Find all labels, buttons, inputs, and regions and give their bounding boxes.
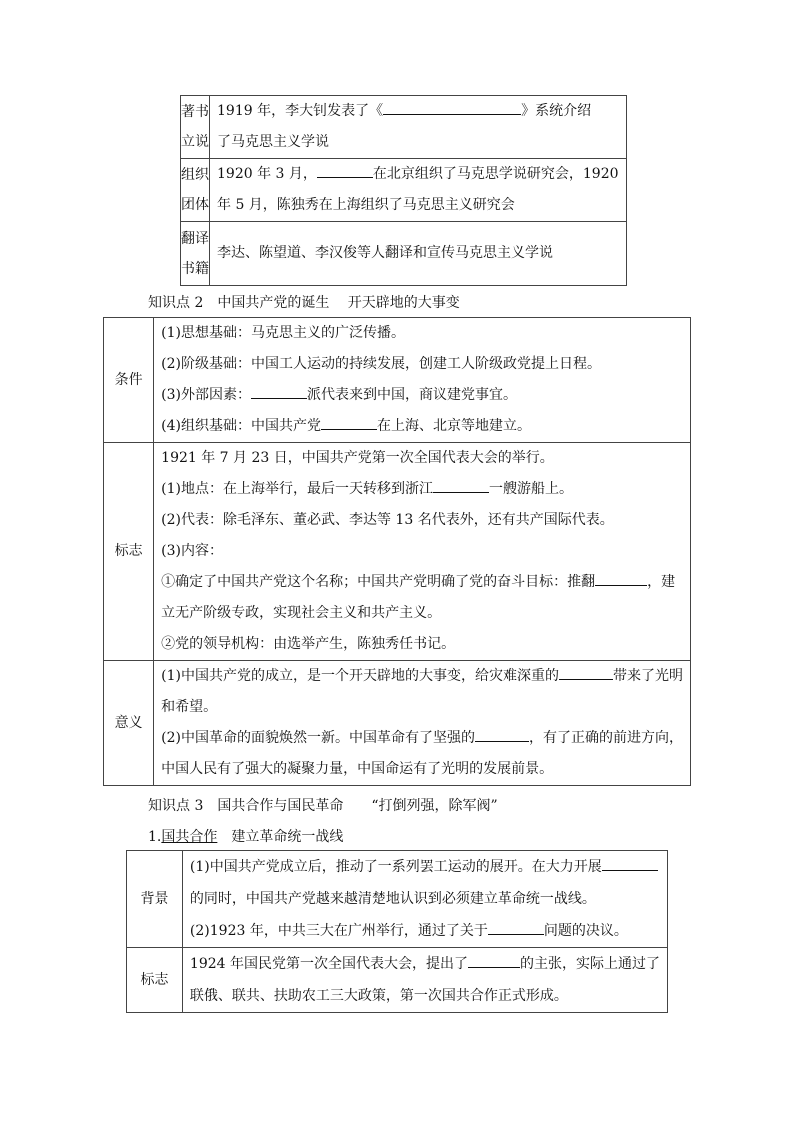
- fill-in-blank: [559, 664, 613, 680]
- label-line: 书籍: [181, 260, 209, 277]
- text-before-blank: (1)地点：在上海举行，最后一天转移到浙江: [161, 481, 433, 497]
- row-label: 标志: [127, 948, 183, 1013]
- subheading-united-front: [148, 826, 343, 846]
- text-after-blank: ，有了正确的前进方向，: [529, 730, 683, 746]
- text-before-blank: (1)中国共产党的成立，是一个开天辟地的大事变，给灾难深重的: [161, 668, 559, 684]
- label-line: 著书: [181, 104, 209, 120]
- fill-in-blank: [602, 855, 658, 871]
- content-line: [161, 411, 683, 442]
- text-before-blank: (2)中国革命的面貌焕然一新。中国革命有了坚强的: [161, 730, 475, 746]
- fill-in-blank: [321, 414, 377, 430]
- table-row-marks: [104, 443, 691, 661]
- content-line: 中国人民有了强大的凝聚力量，中国命运有了光明的发展前景。: [161, 761, 554, 777]
- text-before-blank: 1924 年国民党第一次全国代表大会，提出了: [189, 956, 468, 972]
- row-content: [154, 661, 691, 786]
- content-line: 立无产阶级专政，实现社会主义和共产主义。: [161, 605, 442, 621]
- fill-in-blank: [595, 570, 647, 586]
- fill-in-blank: [433, 477, 489, 493]
- content-line: (1)思想基础：马克思主义的广泛传播。: [161, 325, 405, 341]
- content-line: [190, 851, 660, 883]
- row-label: 标志: [104, 443, 154, 661]
- text-before-blank: 1919 年，李大钊发表了《: [217, 103, 384, 119]
- content-line: [217, 159, 619, 190]
- text-after-blank: 在北京组织了马克思学说研究会，1920: [372, 166, 619, 182]
- content-line: (3)内容：: [161, 543, 223, 559]
- fill-in-blank: [383, 99, 521, 115]
- table-row-mark: [127, 948, 668, 1013]
- row-content: [154, 318, 691, 443]
- text-after-blank: 的主张，实际上通过了: [520, 956, 660, 972]
- label-line: 团体: [181, 197, 209, 213]
- row-label: 条件: [104, 318, 154, 443]
- content-line: 1921 年 7 月 23 日，中国共产党第一次全国代表大会的举行。: [161, 450, 554, 466]
- row-label: 背景: [127, 851, 183, 948]
- label-line: 翻译: [181, 230, 209, 247]
- row-content: 李达、陈望道、李汉俊等人翻译和宣传马克思主义学说: [210, 222, 627, 286]
- text-after-blank: 一艘游船上。: [489, 481, 573, 497]
- text-after-blank: 派代表来到中国，商议建党事宜。: [307, 387, 517, 403]
- content-line: 的同时，中国共产党越来越清楚地认识到必须建立革命统一战线。: [189, 891, 596, 907]
- fill-in-blank: [317, 162, 373, 178]
- fill-in-blank: [488, 919, 544, 935]
- row-label: [181, 159, 210, 222]
- knowledge-point-3-heading: 知识点 3 国共合作与国民革命 “打倒列强，除军阀”: [148, 798, 498, 814]
- table-row: [181, 96, 627, 159]
- text-before-blank: (1)中国共产党成立后，推动了一系列罢工运动的展开。在大力开展: [189, 859, 602, 875]
- content-line: [190, 948, 660, 980]
- text-before-blank: (3)外部因素：: [161, 387, 251, 403]
- content-line: [161, 380, 683, 411]
- content-line: 联俄、联共、扶助农工三大政策，第一次国共合作正式形成。: [189, 988, 568, 1004]
- row-content: [210, 96, 627, 159]
- fill-in-blank: [475, 726, 529, 742]
- text-after-blank: 问题的决议。: [543, 923, 628, 939]
- row-label: [181, 96, 210, 159]
- content-line: [217, 96, 619, 127]
- knowledge-point-2-heading: 知识点 2 中国共产党的诞生 开天辟地的大事变: [148, 295, 460, 311]
- content-line: [161, 474, 683, 505]
- text-after-blank: 带来了光明: [613, 668, 683, 684]
- table-row: [181, 222, 627, 286]
- content-line: [161, 567, 683, 598]
- marxism-spread-table: [180, 95, 627, 286]
- subheading-underlined: 国共合作: [161, 829, 218, 845]
- text-before-blank: 1920 年 3 月，: [217, 166, 317, 182]
- content-line: [190, 915, 660, 947]
- fill-in-blank: [251, 383, 307, 399]
- content-line: 年 5 月，陈独秀在上海组织了马克思主义研究会: [217, 197, 515, 213]
- table-row-meaning: [104, 661, 691, 786]
- row-content: [210, 159, 627, 222]
- kmt-cpc-cooperation-table: [126, 850, 668, 1013]
- table-row-background: [127, 851, 668, 948]
- content-line: [161, 661, 683, 692]
- row-content: [182, 948, 667, 1013]
- text-before-blank: (2)1923 年，中共三大在广州举行，通过了关于: [189, 923, 488, 939]
- text-after-blank: 》系统介绍: [521, 103, 592, 119]
- cpc-founding-table: [103, 317, 691, 786]
- text-before-blank: (4)组织基础：中国共产党: [161, 418, 321, 434]
- text-before-blank: ①确定了中国共产党这个名称；中国共产党明确了党的奋斗目标：推翻: [161, 574, 596, 590]
- text-after-blank: ，建: [647, 574, 676, 590]
- subheading-number: 1.: [148, 829, 162, 845]
- content-line: (2)阶级基础：中国工人运动的持续发展，创建工人阶级政党提上日程。: [161, 356, 601, 372]
- content-line: (2)代表：除毛泽东、董必武、李达等 13 名代表外，还有共产国际代表。: [161, 512, 614, 528]
- content-line: ②党的领导机构：由选举产生，陈独秀任书记。: [161, 636, 456, 652]
- text-after-blank: 在上海、北京等地建立。: [377, 418, 531, 434]
- fill-in-blank: [468, 952, 520, 968]
- row-label: 意义: [104, 661, 154, 786]
- table-row-conditions: [104, 318, 691, 443]
- subheading-rest: 建立革命统一战线: [217, 829, 344, 845]
- content-line: [161, 723, 683, 754]
- row-content: [154, 443, 691, 661]
- content-line: 了马克思主义学说: [217, 134, 329, 150]
- row-label: [181, 222, 210, 286]
- table-row: [181, 159, 627, 222]
- content-line: 和希望。: [161, 699, 218, 715]
- label-line: 组织: [181, 167, 209, 183]
- row-content: [182, 851, 667, 948]
- label-line: 立说: [181, 134, 209, 150]
